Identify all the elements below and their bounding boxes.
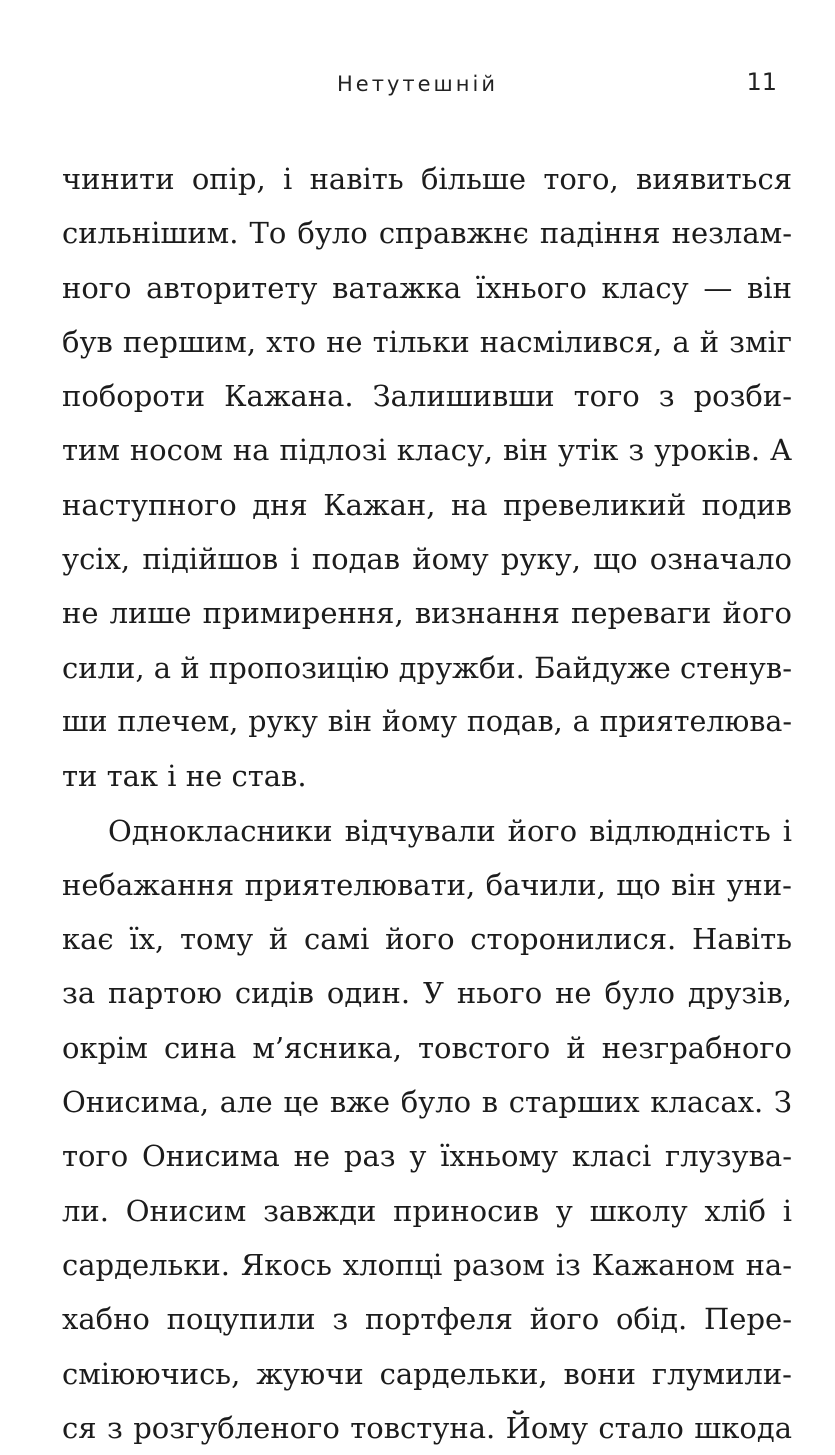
- text-line: ши плечем, руку він йому подав, а приятелюва-: [62, 704, 792, 738]
- text-line: був першим, хто не тільки насмілився, а й зміг: [62, 324, 792, 359]
- text-line: ного авторитету ватажка їхнього класу — він: [62, 270, 792, 305]
- text-line: усіх, підійшов і подав йому руку, що означало: [62, 542, 792, 577]
- page-header: [0, 68, 835, 104]
- page-number: 11: [746, 68, 777, 96]
- text-line: Онисима, але це вже було в старших класах. З: [62, 1085, 792, 1120]
- text-line: сміюючись, жуючи сардельки, вони глумили-: [62, 1356, 792, 1391]
- text-line: ти так і не став.: [62, 759, 307, 794]
- text-line: кає їх, тому й самі його сторонилися. Навіть: [62, 922, 792, 957]
- text-line: сильнішим. То було справжнє падіння незлам-: [62, 216, 792, 251]
- paragraph-1: [62, 152, 792, 804]
- text-line: того Онисима не раз у їхньому класі глузува-: [62, 1139, 792, 1174]
- text-line: наступного дня Кажан, на превеликий подив: [62, 487, 792, 522]
- text-line: небажання приятелювати, бачили, що він уни-: [62, 867, 792, 902]
- text-line: окрім сина м’ясника, товстого й незграбного: [62, 1030, 792, 1065]
- text-line: сили, а й пропозицію дружби. Байдуже стенув-: [62, 650, 792, 685]
- text-line: за партою сидів один. У нього не було друзів,: [62, 976, 792, 1011]
- text-line: чинити опір, і навіть більше того, виявиться: [62, 162, 792, 196]
- body-text: [62, 152, 792, 1455]
- text-line: побороти Кажана. Залишивши того з розби-: [62, 379, 792, 414]
- text-line: тим носом на підлозі класу, він утік з уроків. А: [62, 433, 792, 468]
- running-title: Нетутешній: [337, 72, 498, 96]
- text-line: Однокласники відчували його відлюдність і: [108, 813, 792, 848]
- text-line: ся з розгубленого товстуна. Йому стало шкода: [62, 1410, 792, 1445]
- text-line: хабно поцупили з портфеля його обід. Пере-: [62, 1302, 792, 1337]
- text-line: не лише примирення, визнання переваги його: [62, 596, 792, 631]
- text-line: сардельки. Якось хлопці разом із Кажаном на-: [62, 1247, 792, 1282]
- text-line: ли. Онисим завжди приносив у школу хліб і: [62, 1193, 792, 1228]
- paragraph-2: [62, 804, 792, 1455]
